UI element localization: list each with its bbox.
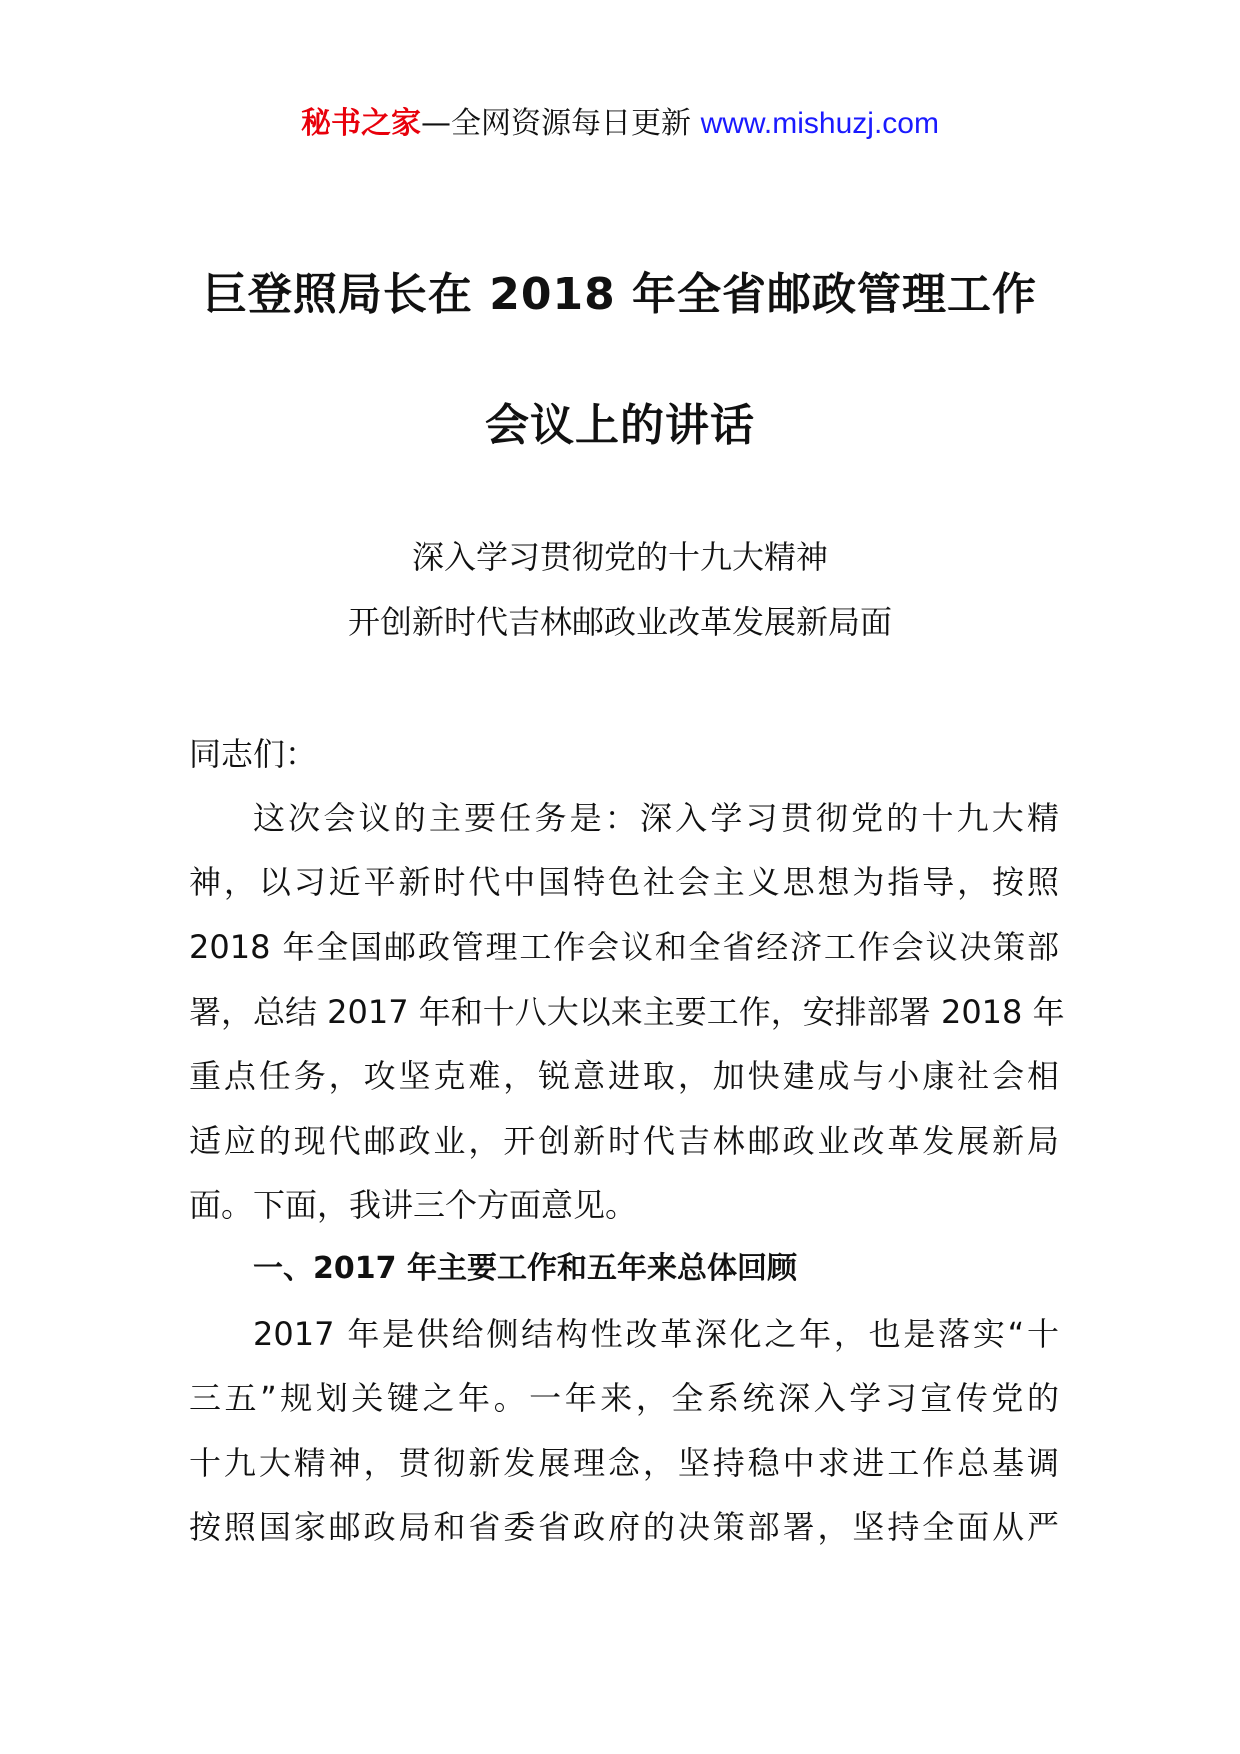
subtitle-line-1: 深入学习贯彻党的十九大精神 — [411, 538, 828, 576]
paragraph-2-line: 2017 年是供给侧结构性改革深化之年，也是落实“十 — [253, 1315, 1059, 1353]
salutation: 同志们： — [189, 735, 318, 773]
paragraph-2-line: 按照国家邮政局和省委省政府的决策部署，坚持全面从严 — [189, 1508, 1059, 1546]
paragraph-1-line: 2018 年全国邮政管理工作会议和全省经济工作会议决策部 — [189, 928, 1059, 966]
paragraph-1-line: 署，总结 2017 年和十八大以来主要工作，安排部署 2018 年 — [189, 993, 1065, 1031]
brand-name: 秘书之家 — [301, 106, 422, 141]
paragraph-1-line: 重点任务，攻坚克难，锐意进取，加快建成与小康社会相 — [189, 1057, 1059, 1095]
subtitle-line-2: 开创新时代吉林邮政业改革发展新局面 — [347, 603, 892, 641]
site-header — [0, 104, 1240, 144]
header-tagline: —全网资源每日更新 — [421, 106, 701, 141]
paragraph-1-line: 神，以习近平新时代中国特色社会主义思想为指导，按照 — [189, 863, 1059, 901]
website-link[interactable]: www.mishuzj.com — [700, 107, 939, 140]
document-title-line-2: 会议上的讲话 — [485, 400, 755, 451]
document-title-line-1: 巨登照局长在 2018 年全省邮政管理工作 — [202, 269, 1038, 320]
paragraph-2-line: 十九大精神，贯彻新发展理念，坚持稳中求进工作总基调 — [189, 1444, 1059, 1482]
paragraph-1-line: 适应的现代邮政业，开创新时代吉林邮政业改革发展新局 — [189, 1122, 1059, 1160]
paragraph-1-line: 面。下面，我讲三个方面意见。 — [189, 1186, 638, 1224]
section-heading: 一、2017 年主要工作和五年来总体回顾 — [253, 1251, 797, 1286]
paragraph-2-line: 三五”规划关键之年。一年来，全系统深入学习宣传党的 — [189, 1379, 1059, 1417]
paragraph-1-line: 这次会议的主要任务是：深入学习贯彻党的十九大精 — [253, 799, 1059, 837]
